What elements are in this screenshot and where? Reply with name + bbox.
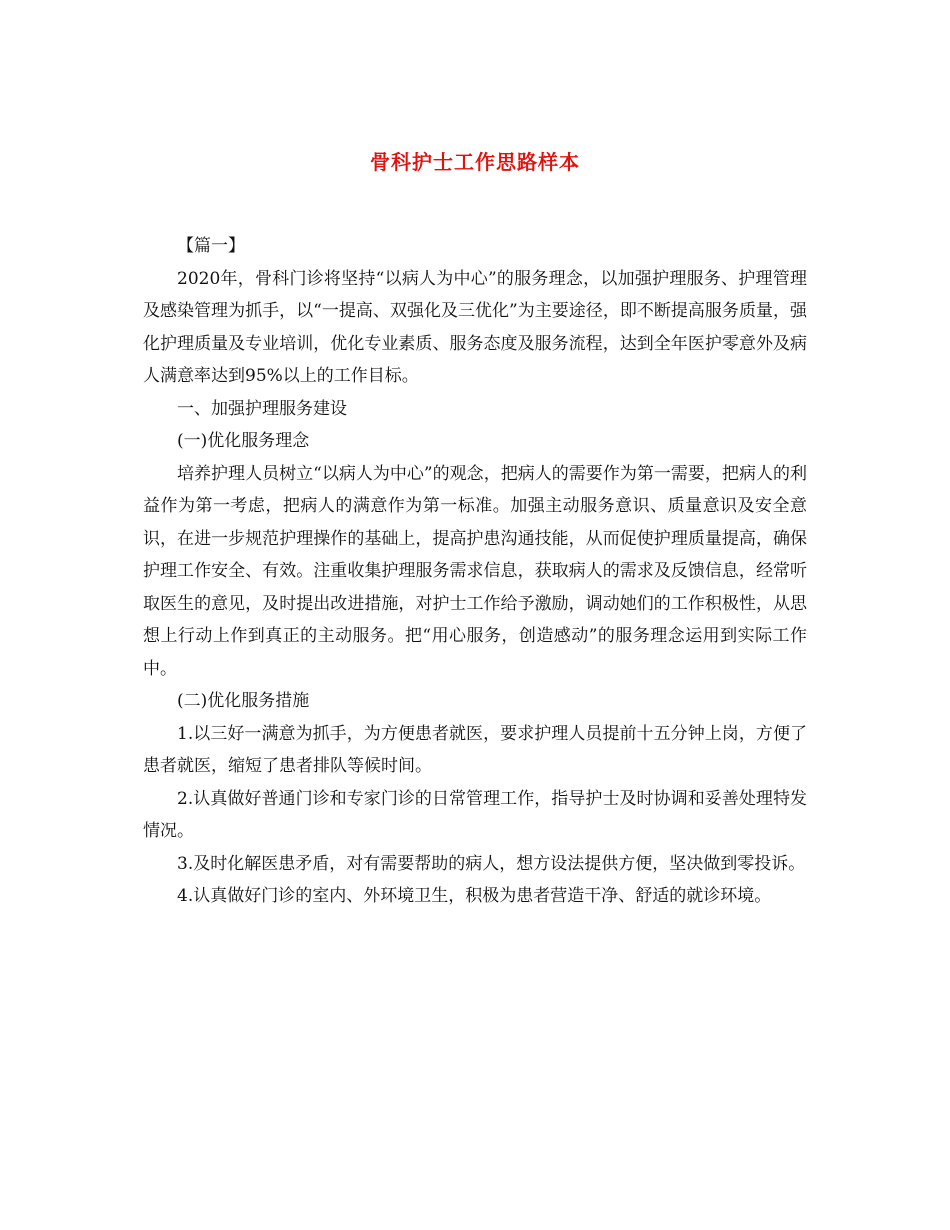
document-body (143, 230, 807, 913)
list-item-3: 3.及时化解医患矛盾，对有需要帮助的病人，想方设法提供方便，坚决做到零投诉。 (177, 853, 806, 874)
section-heading: 一、加强护理服务建设 (177, 398, 347, 419)
list-item-1: 1.以三好一满意为抓手，为方便患者就医，要求护理人员提前十五分钟上岗，方便了患者就医，缩短了患者排队等候时间。 (143, 723, 807, 776)
subsection-heading-2: (二)优化服务措施 (177, 691, 310, 711)
subsection-heading-1: (一)优化服务理念 (177, 431, 310, 451)
body-paragraph: 培养护理人员树立“以病人为中心”的观念，把病人的需要作为第一需要，把病人的利益作为第一考虑，把病人的满意作为第一标准。加强主动服务意识、质量意识及安全意识，在进一步规范护理操作的基础上，提高护患沟通技能，从而促使护理质量提高，确保护理工作安全、有效。注重收集护理服务需求信息，获取病人的需求及反馈信息，经常听取医生的意见，及时提出改进措施，对护士工作给予激励，调动她们的工作积极性，从思想上行动上作到真正的主动服务。把“用心服务，创造感动”的服务理念运用到实际工作中。 (143, 463, 807, 679)
list-item-2: 2.认真做好普通门诊和专家门诊的日常管理工作，指导护士及时协调和妥善处理特发情况。 (143, 788, 807, 841)
list-item-4: 4.认真做好门诊的室内、外环境卫生，积极为患者营造干净、舒适的就诊环境。 (177, 886, 772, 906)
document-title: 骨科护士工作思路样本 (370, 150, 580, 174)
section-label: 【篇一】 (177, 236, 245, 256)
intro-paragraph: 2020年，骨科门诊将坚持“以病人为中心”的服务理念，以加强护理服务、护理管理及感染管理为抓手，以“一提高、双强化及三优化”为主要途径，即不断提高服务质量，强化护理质量及专业培训，优化专业素质、服务态度及服务流程，达到全年医护零意外及病人满意率达到95%以上的工作目标。 (143, 268, 807, 386)
